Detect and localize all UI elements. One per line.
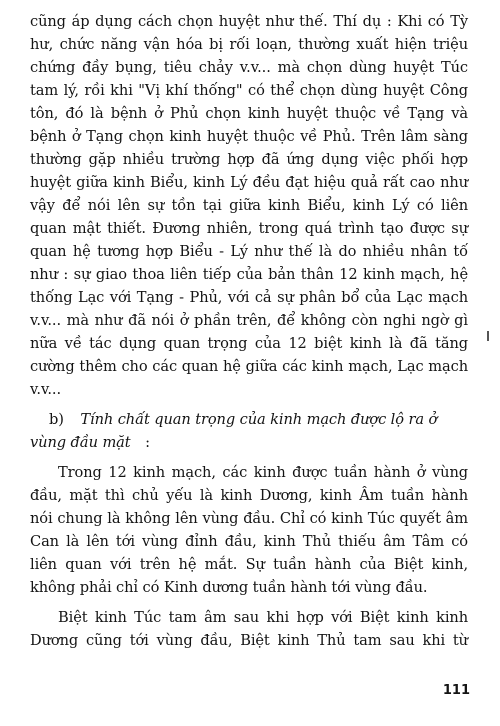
text-line: v.v... mà như đã nói ở phần trên, để không còn nghi ngờ gì — [30, 312, 468, 329]
text-line: tam lý, rồi khi "Vị khí thống" có thể chọn dùng huyệt Công — [30, 82, 468, 99]
text-line: đầu, mặt thì chủ yếu là kinh Dương, kinh Âm tuần hành — [30, 487, 468, 504]
section-title-line2: vùng đầu mặt — [30, 434, 131, 451]
text-line: cũng áp dụng cách chọn huyệt như thế. Thí dụ : Khi có Tỳ — [30, 13, 468, 30]
text-line: chứng đầy bụng, tiêu chảy v.v... mà chọn dùng huyệt Túc — [30, 59, 468, 76]
margin-mark — [487, 331, 489, 341]
text-line: hư, chức năng vận hóa bị rối loạn, thường xuất hiện triệu — [30, 36, 468, 53]
text-line: vậy để nói lên sự tồn tại giữa kinh Biểu, kinh Lý có liên — [30, 197, 468, 214]
text-line: cường thêm cho các quan hệ giữa các kinh mạch, Lạc mạch — [30, 358, 468, 375]
text-line: quan mật thiết. Đương nhiên, trong quá trình tạo được sự — [30, 220, 468, 237]
text-line: không phải chỉ có Kinh dương tuần hành tới vùng đầu. — [30, 579, 428, 596]
text-line: Can là lên tới vùng đỉnh đầu, kinh Thủ thiếu âm Tâm có — [30, 533, 468, 550]
text-line: liên quan với trên hệ mắt. Sự tuần hành của Biệt kinh, — [30, 556, 468, 573]
page-number: 111 — [442, 683, 470, 698]
text-line: Biệt kinh Túc tam âm sau khi hợp với Biệt kinh kinh — [58, 609, 468, 626]
text-line: như : sự giao thoa liên tiếp của bản thân 12 kinh mạch, hệ — [30, 266, 468, 283]
section-colon: : — [145, 434, 150, 451]
text-line: thống Lạc với Tạng - Phủ, với cả sự phân bổ của Lạc mạch — [30, 289, 468, 306]
text-line: v.v... — [30, 381, 61, 398]
text-line: thường gặp nhiều trường hợp đã ứng dụng việc phối hợp — [30, 151, 468, 168]
text-line: Dương cũng tới vùng đầu, Biệt kinh Thủ tam sau khi từ — [30, 632, 468, 649]
section-heading-cont — [30, 433, 468, 453]
section-label: b) — [49, 411, 64, 428]
text-line: tôn, đó là bệnh ở Phủ chọn kinh huyệt thuộc về Tạng và — [30, 105, 468, 122]
text-line: huyệt giữa kinh Biểu, kinh Lý đều đạt hiệu quả rất cao như — [30, 174, 468, 191]
text-line: quan hệ tương hợp Biểu - Lý như thế là do nhiều nhân tố — [30, 243, 468, 260]
text-line: nói chung là không lên vùng đầu. Chỉ có kinh Túc quyết âm — [30, 510, 468, 527]
text-line: Trong 12 kinh mạch, các kinh được tuần hành ở vùng — [58, 464, 468, 481]
text-line: nữa về tác dụng quan trọng của 12 biệt kinh là đã tăng — [30, 335, 468, 352]
text-line: bệnh ở Tạng chọn kinh huyệt thuộc về Phủ. Trên lâm sàng — [30, 128, 468, 145]
section-title-line1: Tính chất quan trọng của kinh mạch được lộ ra ở — [80, 411, 438, 428]
section-heading — [49, 410, 468, 430]
